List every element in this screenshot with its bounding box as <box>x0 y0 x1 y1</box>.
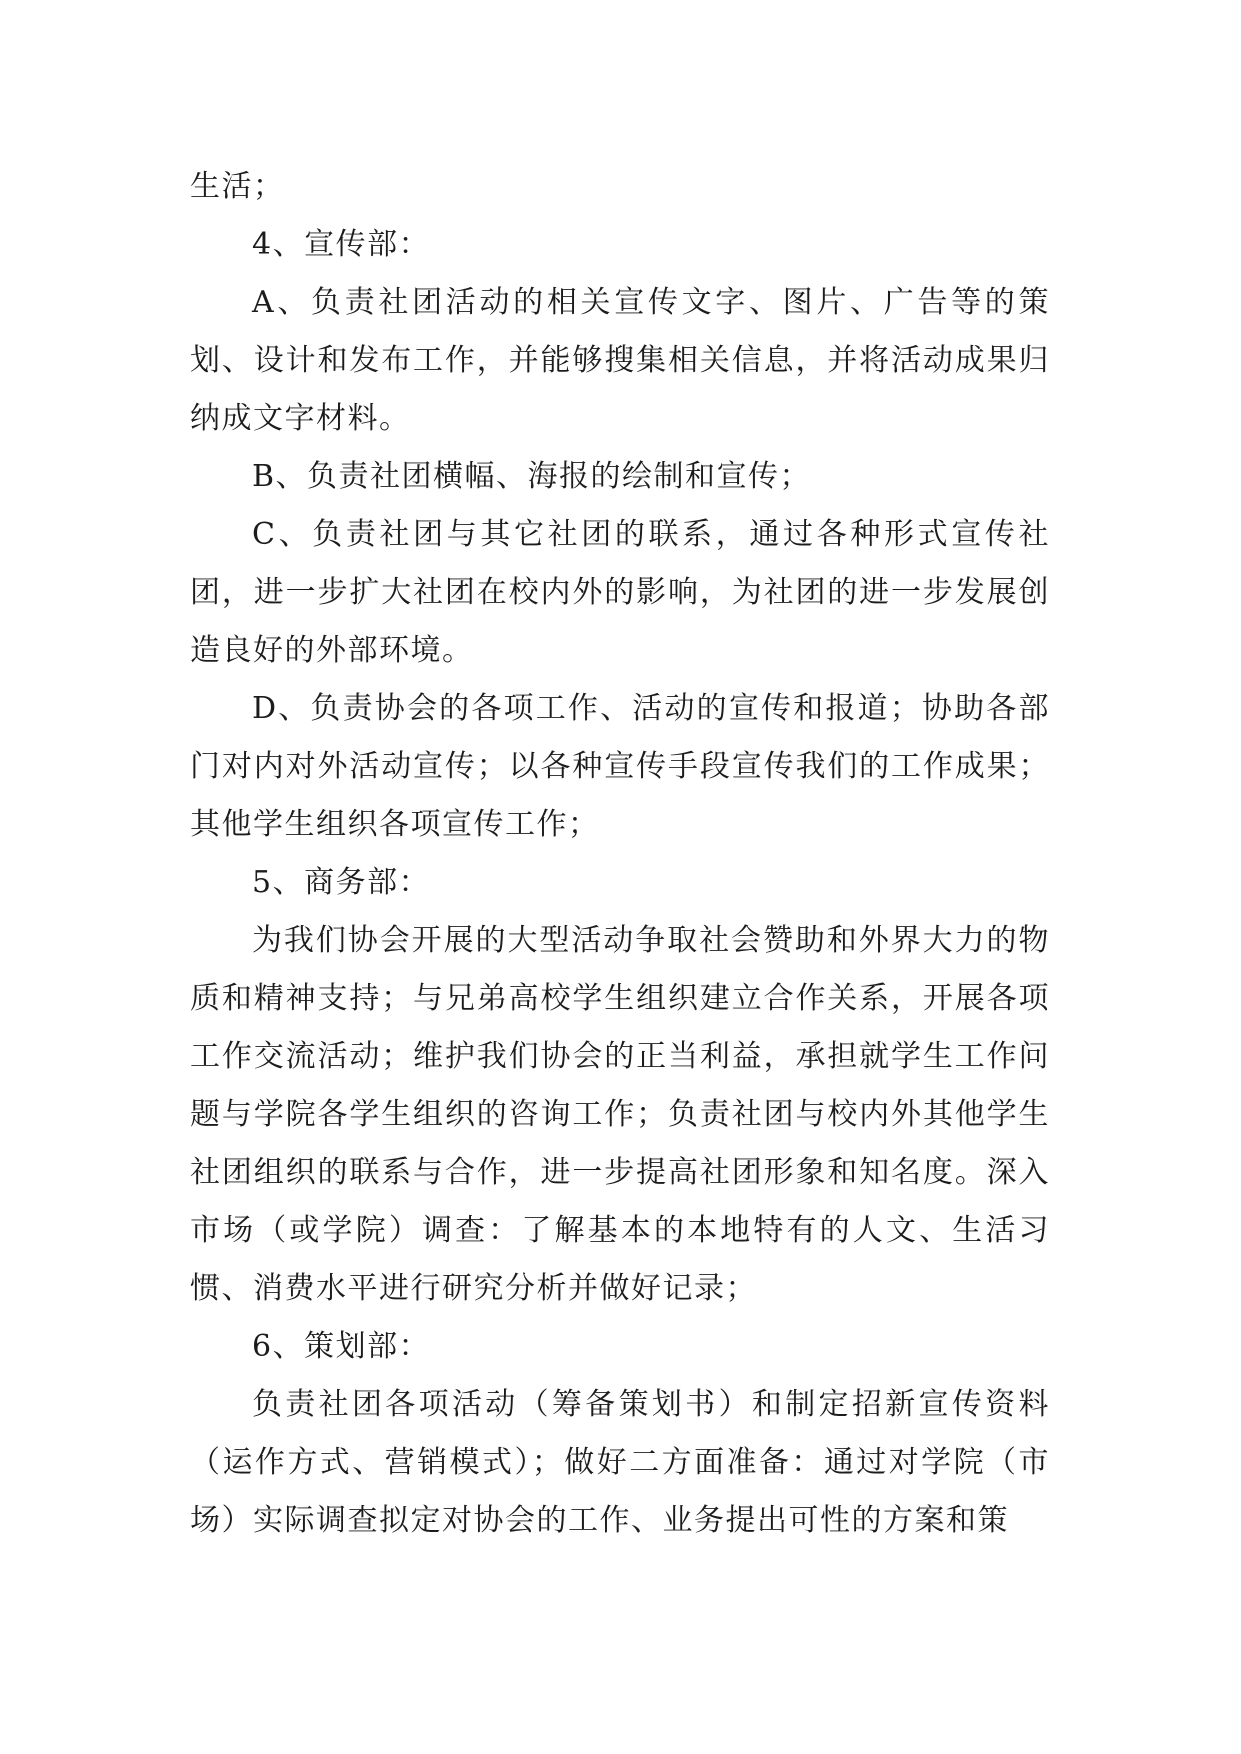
document-body <box>190 158 1050 1550</box>
paragraph-publicity-a: A、负责社团活动的相关宣传文字、图片、广告等的策划、设计和发布工作，并能够搜集相关信息，并将活动成果归纳成文字材料。 <box>190 285 1050 436</box>
paragraph-publicity-b: B、负责社团横幅、海报的绘制和宣传； <box>252 459 812 494</box>
paragraph-planning: 负责社团各项活动（筹备策划书）和制定招新宣传资料（运作方式、营销模式）；做好二方面准备：通过对学院（市场）实际调查拟定对协会的工作、业务提出可性的方案和策 <box>190 1387 1050 1538</box>
section-heading-publicity: 4、宣传部： <box>252 227 431 262</box>
section-heading-business: 5、商务部： <box>252 865 431 900</box>
paragraph-business: 为我们协会开展的大型活动争取社会赞助和外界大力的物质和精神支持；与兄弟高校学生组织建立合作关系，开展各项工作交流活动；维护我们协会的正当利益，承担就学生工作问题与学院各学生组织的咨询工作；负责社团与校内外其他学生社团组织的联系与合作，进一步提高社团形象和知名度。深入市场（或学院）调查：了解基本的本地特有的人文、生活习惯、消费水平进行研究分析并做好记录； <box>190 923 1050 1306</box>
section-heading-planning: 6、策划部： <box>252 1329 431 1364</box>
paragraph-publicity-d: D、负责协会的各项工作、活动的宣传和报道；协助各部门对内对外活动宣传；以各种宣传手段宣传我们的工作成果；其他学生组织各项宣传工作； <box>190 691 1050 842</box>
paragraph-continuation: 生活； <box>190 169 285 204</box>
paragraph-publicity-c: C、负责社团与其它社团的联系，通过各种形式宣传社团，进一步扩大社团在校内外的影响，为社团的进一步发展创造良好的外部环境。 <box>190 517 1050 668</box>
